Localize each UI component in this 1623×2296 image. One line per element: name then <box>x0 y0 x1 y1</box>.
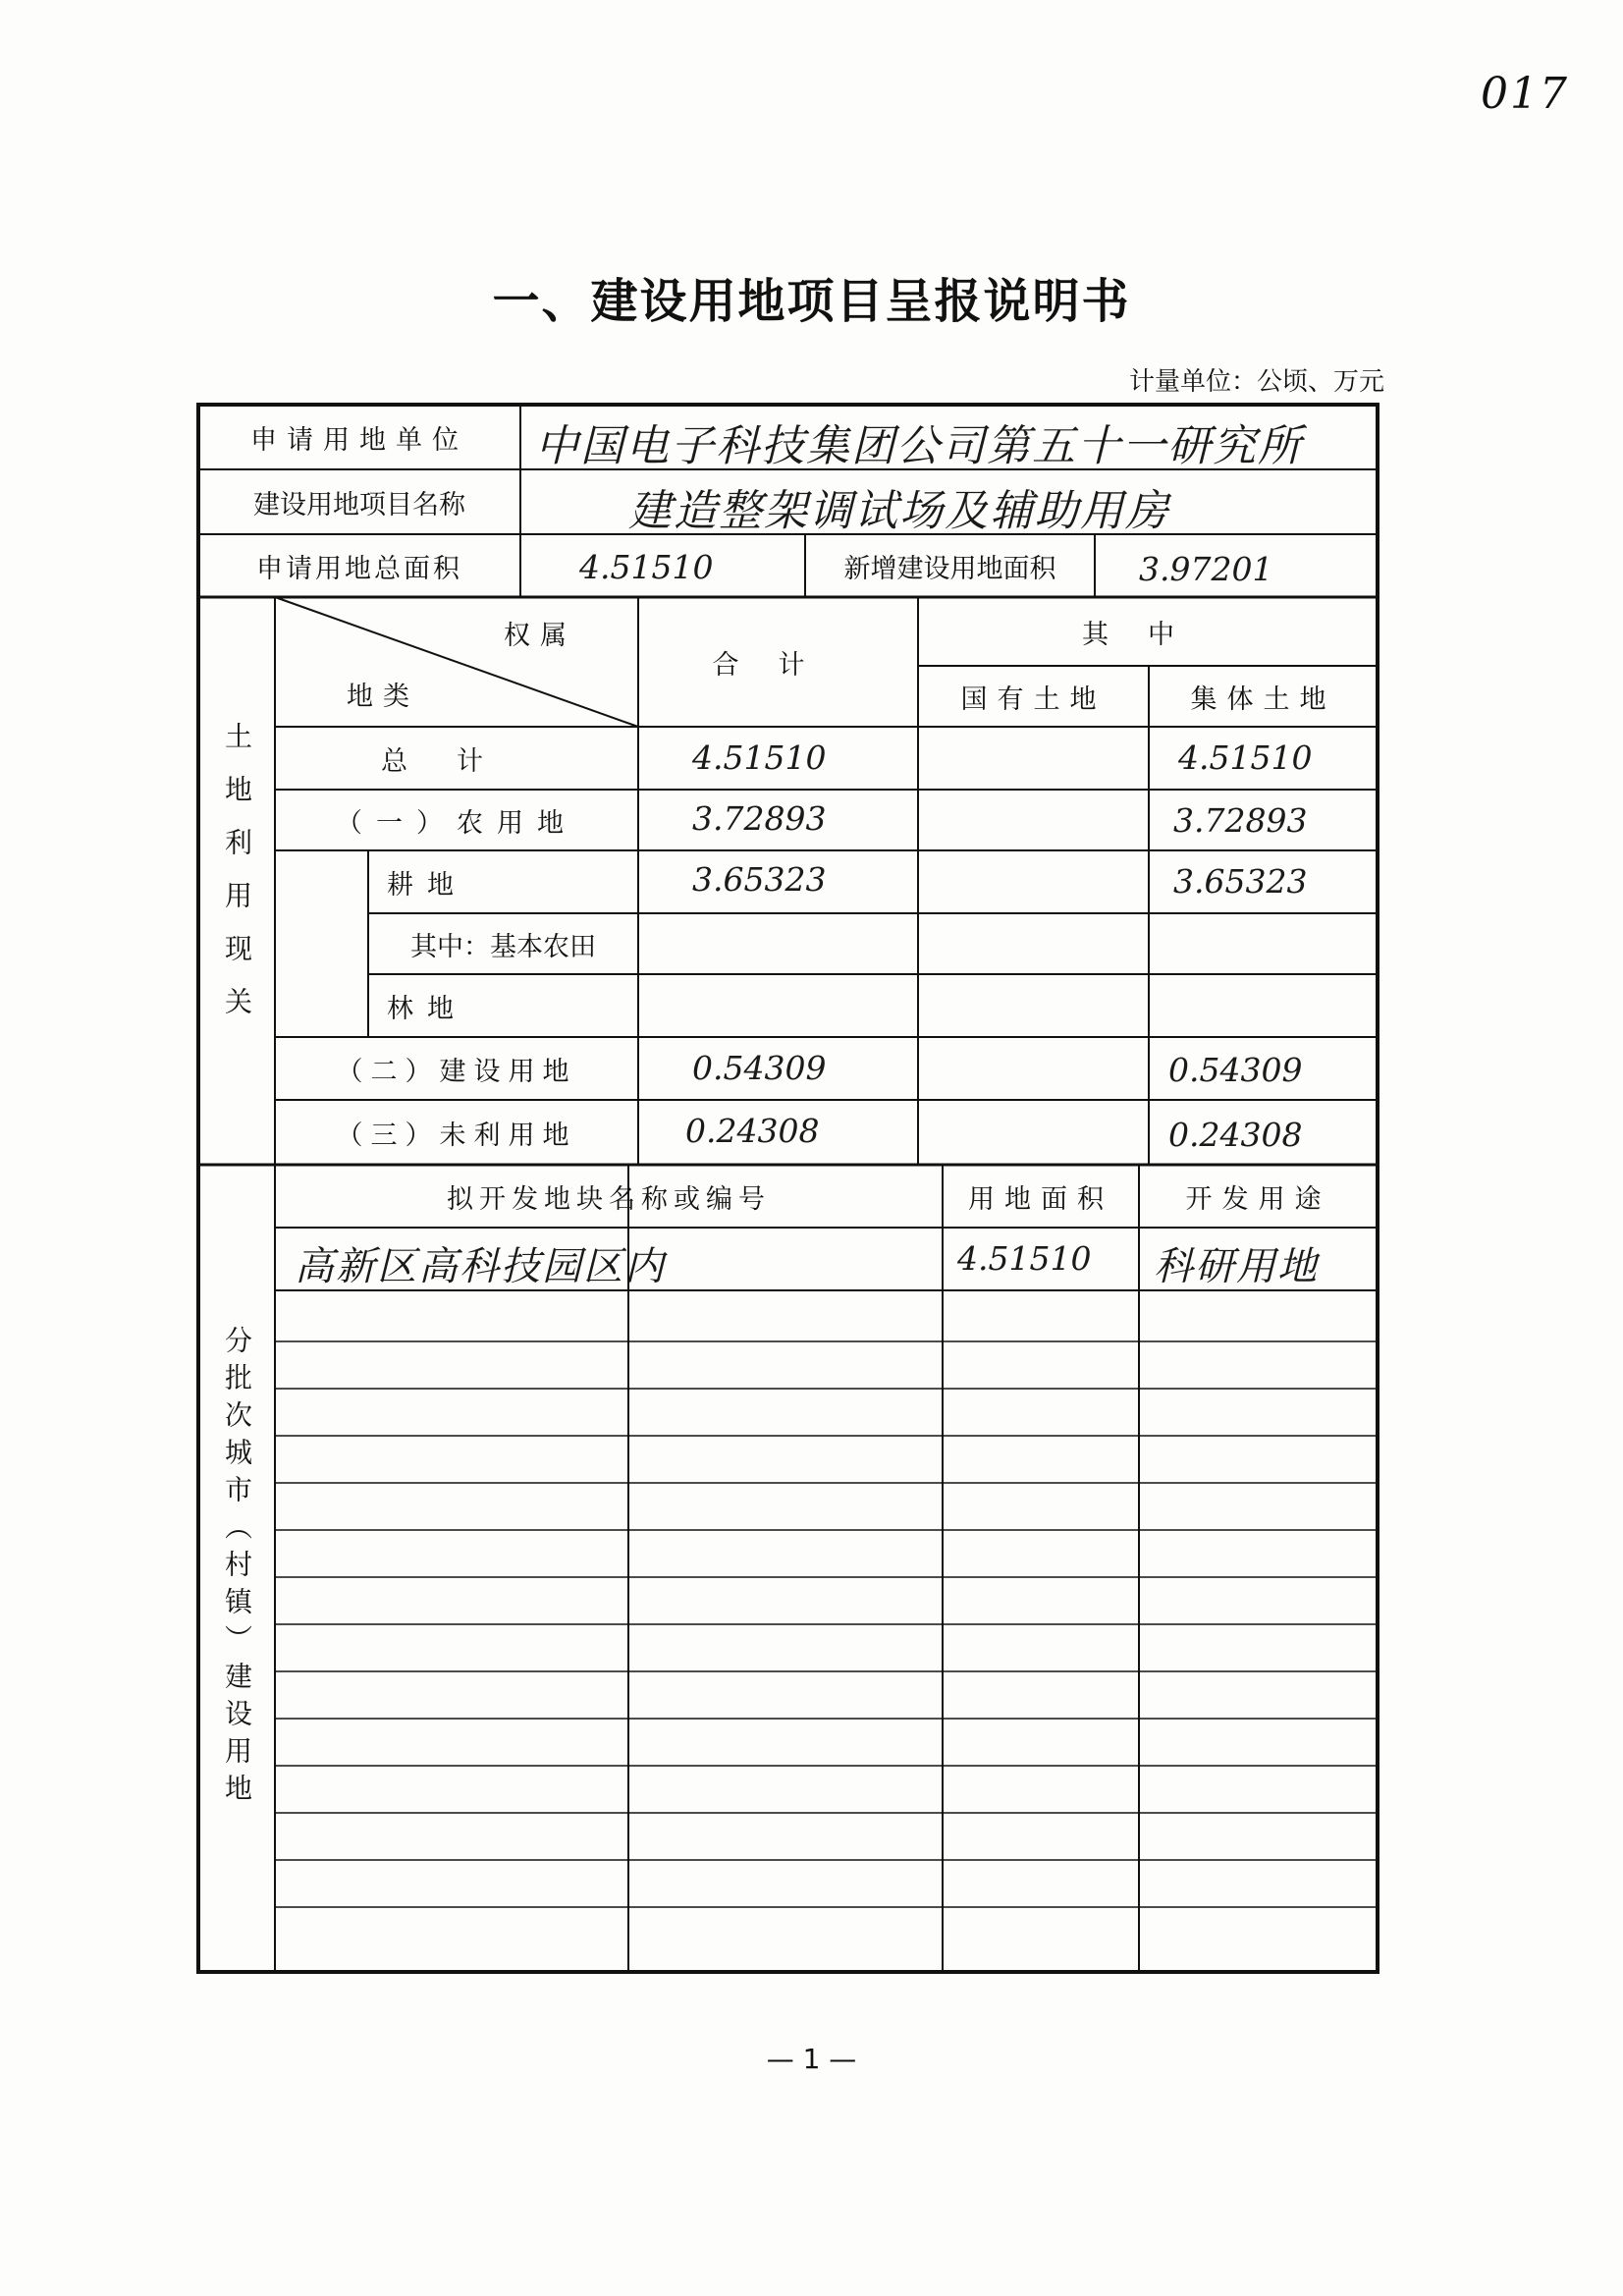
applicant-value: 中国电子科技集团公司第五十一研究所 <box>535 421 1303 471</box>
new-area-value: 3.97201 <box>1139 550 1273 588</box>
row-construction-collective: 0.54309 <box>1168 1051 1303 1089</box>
col-state-land-header: 国有土地 <box>960 683 1107 715</box>
page-number: — 1 — <box>766 2043 857 2075</box>
row-label-cultivated: 耕地 <box>387 869 467 901</box>
row-label-agricultural: （一）农用地 <box>336 807 577 839</box>
project-value: 建造整架调试场及辅助用房 <box>628 486 1170 536</box>
row-total-total: 4.51510 <box>692 738 827 777</box>
page-title: 一、建设用地项目呈报说明书 <box>492 274 1131 329</box>
row-agricultural-total: 3.72893 <box>692 799 827 838</box>
applicant-label: 申请用地单位 <box>250 424 468 456</box>
row-total-collective: 4.51510 <box>1178 738 1313 777</box>
diag-header-ownership: 权属 <box>504 620 576 651</box>
row-cultivated-total: 3.65323 <box>692 860 827 899</box>
row-construction-total: 0.54309 <box>692 1049 827 1087</box>
diag-header-land-type: 地类 <box>347 681 419 712</box>
row-label-basic-farmland: 其中：基本农田 <box>410 931 596 962</box>
col-plot-name-header: 拟开发地块名称或编号 <box>447 1183 771 1215</box>
page-code: 017 <box>1481 69 1569 119</box>
col-of-which-header: 其中 <box>1082 619 1214 650</box>
land-use-section-label: 土地利用现关 <box>221 722 253 1040</box>
batches-section-label: 分批次城市（村镇）建设用地 <box>221 1326 253 1811</box>
unit-note: 计量单位：公顷、万元 <box>1128 367 1384 397</box>
row-label-construction: （二）建设用地 <box>336 1056 577 1087</box>
plot-row-use: 科研用地 <box>1154 1244 1319 1289</box>
total-area-value: 4.51510 <box>579 548 714 586</box>
form-table <box>196 403 1380 1974</box>
row-label-unused: （三）未利用地 <box>336 1120 577 1151</box>
row-cultivated-collective: 3.65323 <box>1173 862 1308 901</box>
new-area-label: 新增建设用地面积 <box>843 553 1056 584</box>
row-unused-total: 0.24308 <box>685 1112 820 1150</box>
col-collective-land-header: 集体土地 <box>1190 683 1336 715</box>
col-plot-area-header: 用地面积 <box>968 1183 1113 1215</box>
row-unused-collective: 0.24308 <box>1168 1116 1303 1154</box>
row-label-forest: 林地 <box>387 993 467 1024</box>
project-label: 建设用地项目名称 <box>253 489 465 520</box>
plot-row-name: 高新区高科技园区内 <box>295 1244 666 1289</box>
total-area-label: 申请用地总面积 <box>256 553 462 584</box>
row-agricultural-collective: 3.72893 <box>1173 801 1308 840</box>
col-total-header: 合计 <box>712 649 844 681</box>
plot-row-area: 4.51510 <box>957 1239 1092 1278</box>
row-label-total: 总计 <box>381 745 532 777</box>
col-plot-use-header: 开发用途 <box>1185 1183 1331 1215</box>
